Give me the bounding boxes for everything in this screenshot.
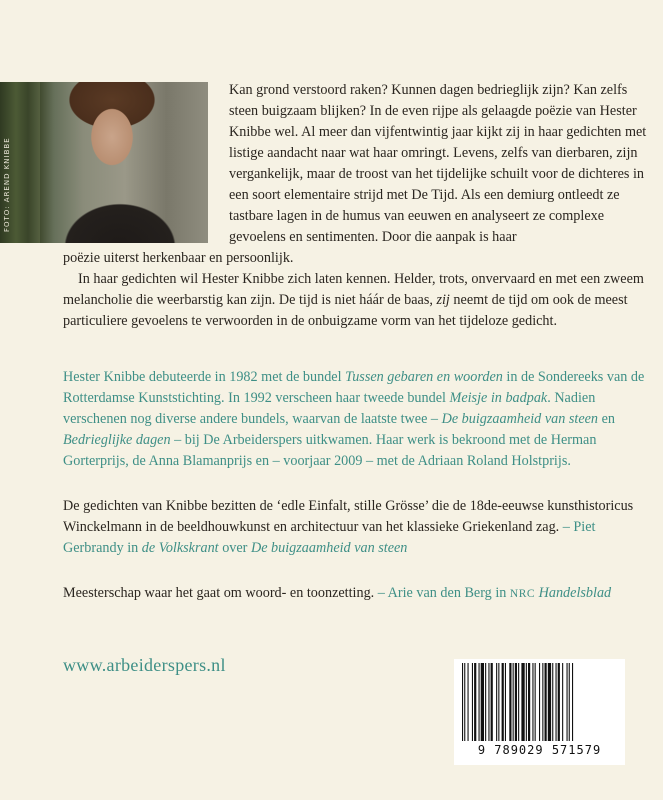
barcode-bar [462, 663, 463, 741]
review-quote-nrc: Meesterschap waar het gaat om woord- en toonzetting. – Arie van den Berg in NRC Handelsblad [63, 585, 612, 601]
intro-paragraph-end: poëzie uiterst herkenbaar en persoonlijk. [63, 250, 294, 266]
author-bio: Hester Knibbe debuteerde in 1982 met de bundel Tussen gebaren en woorden in de Sondereeks van de Rotterdamse Kunststichting. In 1992 verscheen haar tweede bundel Meisje in badpak. Nadien verschenen nog diverse andere bundels, waarvan de laatste twee – De buigzaamheid van steen en Bedrieglijke dagen – bij De Arbeiderspers uitkwamen. Haar werk is bekroond met de Herman Gorterprijs, de Anna Blamanprijs en – voorjaar 2009 – met de Adriaan Roland Holstprijs. [63, 369, 645, 469]
barcode-bar [464, 663, 465, 741]
barcode-bar [491, 663, 493, 741]
barcode-bar [472, 663, 473, 741]
photo-credit: FOTO: AREND KNIBBE [3, 137, 11, 232]
barcode-bar [562, 663, 563, 741]
barcode-bar [518, 663, 519, 741]
barcode-bars [460, 663, 619, 743]
review-quote-volkskrant: De gedichten van Knibbe bezitten de ‘edle Einfalt, stille Grösse’ die de 18de-eeuwse kunsthistoricus Winckelmann in de beeldhouwkunst en architectuur van het klassieke Griekenland zag. – Piet Gerbrandy in de Volkskrant over De buigzaamheid van steen [63, 498, 634, 556]
barcode-bar [481, 663, 484, 741]
second-paragraph: In haar gedichten wil Hester Knibbe zich laten kennen. Helder, trots, onvervaard en met een zweem melancholie die weerbarstig kan zijn. De tijd is niet háár de baas, zij neemt de tijd om ook de meest particuliere gevoelens te verwoorden in de onbuigzame vorm van het tijdeloze gedicht. [63, 271, 644, 329]
isbn-barcode [454, 659, 625, 765]
barcode-bar [505, 663, 506, 741]
barcode-bar [569, 663, 570, 741]
barcode-bar [498, 663, 499, 741]
barcode-bar [556, 663, 557, 741]
barcode-bar [532, 663, 533, 741]
barcode-bar [542, 663, 543, 741]
barcode-bar [488, 663, 489, 741]
barcode-bar [502, 663, 504, 741]
barcode-bar [528, 663, 530, 741]
barcode-bar [479, 663, 480, 741]
barcode-bar [526, 663, 527, 741]
barcode-bar [509, 663, 511, 741]
barcode-bar [535, 663, 536, 741]
barcode-bar [485, 663, 486, 741]
intro-paragraph: Kan grond verstoord raken? Kunnen dagen bedrieglijk zijn? Kan zelfs steen buigzaam blijken? In de even rijpe als gelaagde poëzie van Hester Knibbe wel. Al meer dan vijfentwintig jaar kijkt zij in haar gedichten met listige aandacht naar wat haar omringt. Levens, zelfs van dierbaren, zijn vergankelijk, maar de troost van het tijdelijke schuilt voor de dichteres in een soort elementaire strijd met De Tijd. Als een demiurg ontleedt ze tastbare lagen in de humus van eeuwen en analyseert ze complexe gevoelens en sentimenten. Door die aanpak is haar [229, 82, 647, 245]
barcode-bar [552, 663, 553, 741]
isbn-number: 9 789029 571579 [477, 743, 602, 757]
barcode-bar [513, 663, 514, 741]
barcode-bar [474, 663, 476, 741]
publisher-website[interactable]: www.arbeiderspers.nl [63, 655, 226, 675]
barcode-bar [548, 663, 551, 741]
barcode-bar [572, 663, 573, 741]
barcode-bar [496, 663, 497, 741]
barcode-bar [468, 663, 469, 741]
barcode-bar [545, 663, 547, 741]
barcode-bar [521, 663, 524, 741]
barcode-bar [539, 663, 540, 741]
barcode-bar [558, 663, 560, 741]
barcode-bar [567, 663, 568, 741]
barcode-bar [515, 663, 517, 741]
author-photo [0, 82, 208, 243]
